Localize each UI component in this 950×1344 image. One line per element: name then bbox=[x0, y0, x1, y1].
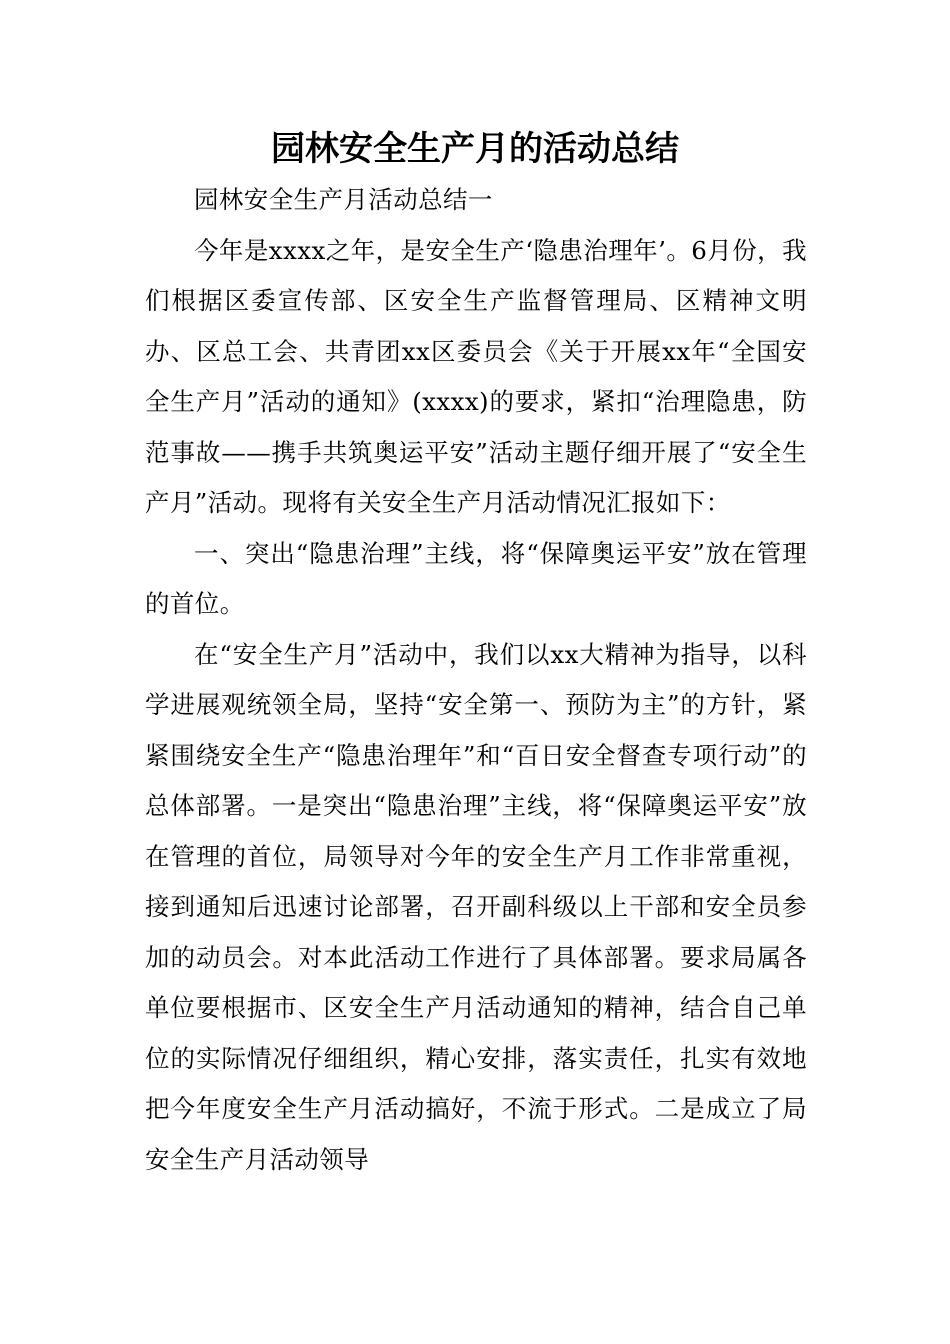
paragraph-subtitle: 园林安全生产月活动总结一 bbox=[194, 185, 493, 214]
paragraph-detail: 在“安全生产月”活动中，我们以xx大精神为指导，以科学进展观统领全局，坚持“安全第一、预防为主”的方针，紧紧围绕安全生产“隐患治理年”和“百日安全督查专项行动”的总体部署。一是突出“隐患治理”主线，将“保障奥运平安”放在管理的首位，局领导对今年的安全生产月工作非常重视，接到通知后迅速讨论部署，召开副科级以上干部和安全员参加的动员会。对本此活动工作进行了具体部署。要求局属各单位要根据市、区安全生产月活动通知的精神，结合自己单位的实际情况仔细组织，精心安排，落实责任，扎实有效地把今年度安全生产月活动搞好，不流于形式。二是成立了局安全生产月活动领导 bbox=[145, 639, 807, 1174]
paragraph-intro: 今年是xxxx之年，是安全生产‘隐患治理年’。6月份，我们根据区委宣传部、区安全生产监督管理局、区精神文明办、区总工会、共青团xx区委员会《关于开展xx年“全国安全生产月”活动的通知》(xxxx)的要求，紧扣“治理隐患，防范事故——携手共筑奥运平安”活动主题仔细开展了“安全生产月”活动。现将有关安全生产月活动情况汇报如下： bbox=[145, 235, 807, 517]
paragraph-section-heading: 一、突出“隐患治理”主线，将“保障奥运平安”放在管理的首位。 bbox=[145, 538, 807, 618]
document-body bbox=[145, 175, 807, 1185]
document-title: 园林安全生产月的活动总结 bbox=[271, 129, 679, 169]
